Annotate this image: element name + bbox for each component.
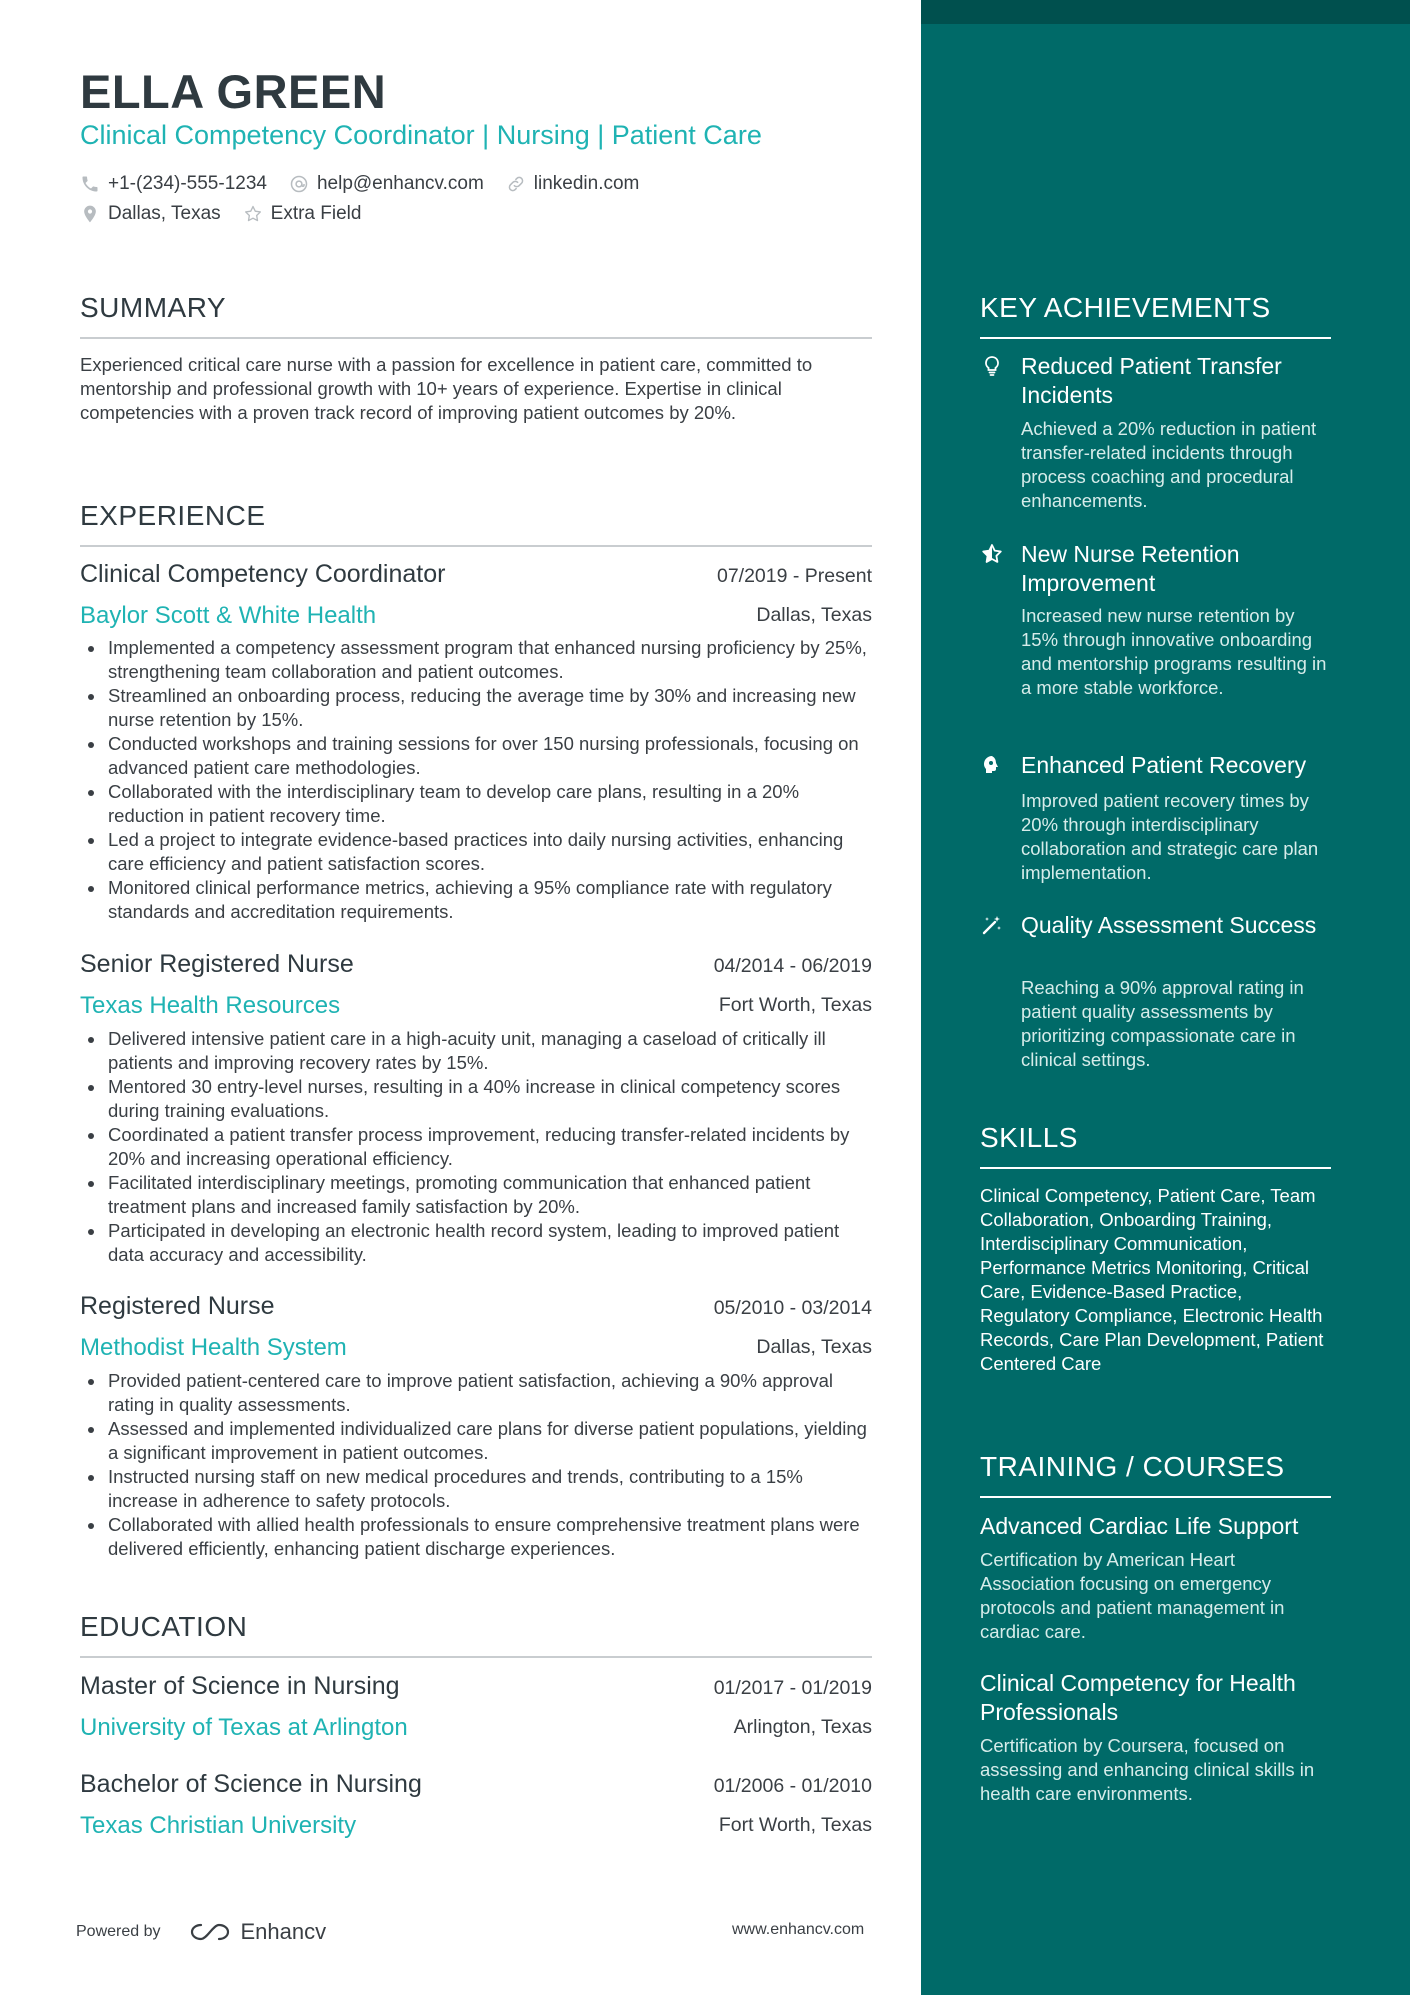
footer-powered-by bbox=[76, 1919, 326, 1945]
location-text: Dallas, Texas bbox=[108, 203, 221, 224]
contact-email[interactable] bbox=[289, 173, 484, 195]
job-dates: 04/2014 - 06/2019 bbox=[713, 955, 872, 977]
bullet-item: Mentored 30 entry-level nurses, resulting in a 40% increase in clinical competency scores during training evaluations. bbox=[80, 1075, 872, 1123]
job-location: Fort Worth, Texas bbox=[718, 994, 872, 1016]
bullet-item: Provided patient-centered care to improve patient satisfaction, achieving a 90% approval rating in quality assessments. bbox=[80, 1369, 872, 1417]
course-title: Advanced Cardiac Life Support bbox=[980, 1513, 1299, 1539]
job-title: Senior Registered Nurse bbox=[80, 950, 354, 978]
footer-url[interactable]: www.enhancv.com bbox=[732, 1921, 865, 1938]
contact-phone[interactable] bbox=[80, 173, 267, 195]
experience-divider bbox=[80, 545, 872, 547]
course-description: Certification by Coursera, focused on assessing and enhancing clinical skills in health care environments. bbox=[980, 1735, 1315, 1804]
job-bullets bbox=[80, 636, 872, 924]
contact-linkedin[interactable] bbox=[506, 173, 640, 195]
education-location: Fort Worth, Texas bbox=[718, 1814, 872, 1836]
company-name: Texas Health Resources bbox=[80, 992, 341, 1019]
bullet-item: Streamlined an onboarding process, reducing the average time by 30% and increasing new nurse retention by 15%. bbox=[80, 684, 872, 732]
education-dates: 01/2006 - 01/2010 bbox=[713, 1775, 872, 1797]
contact-location bbox=[80, 203, 221, 225]
summary-heading: SUMMARY bbox=[80, 292, 227, 323]
star-half-icon bbox=[980, 542, 1004, 566]
enhancv-logo[interactable] bbox=[187, 1919, 327, 1945]
bullet-item: Conducted workshops and training sessions for over 150 nursing professionals, focusing on advanced patient care methodologies. bbox=[80, 732, 872, 780]
school-name: Texas Christian University bbox=[80, 1812, 357, 1839]
education-heading: EDUCATION bbox=[80, 1611, 248, 1642]
sidebar-top-band bbox=[921, 0, 1410, 24]
achievement-title: Reduced Patient Transfer Incidents bbox=[1021, 353, 1282, 408]
company-name: Methodist Health System bbox=[80, 1334, 347, 1361]
summary-text: Experienced critical care nurse with a passion for excellence in patient care, committed to mentorship and professional growth with 10+ years of experience. Expertise in clinical competencies with a proven track record of improving patient outcomes by 20%. bbox=[80, 354, 813, 423]
phone-text: +1-(234)-555-1234 bbox=[108, 173, 267, 194]
training-divider bbox=[980, 1496, 1331, 1498]
bullet-item: Collaborated with allied health professionals to ensure comprehensive treatment plans were delivered efficiently, enhancing patient discharge experiences. bbox=[80, 1513, 872, 1561]
course-description: Certification by American Heart Association focusing on emergency protocols and patient management in cardiac care. bbox=[980, 1549, 1285, 1642]
training-heading: TRAINING / COURSES bbox=[980, 1451, 1285, 1482]
linkedin-text: linkedin.com bbox=[533, 173, 640, 194]
enhancv-brand-text: Enhancv bbox=[240, 1919, 327, 1944]
job-title: Registered Nurse bbox=[80, 1292, 275, 1320]
achievement-title: Enhanced Patient Recovery bbox=[1021, 752, 1307, 778]
bullet-item: Monitored clinical performance metrics, achieving a 95% compliance rate with regulatory standards and accreditation requirements. bbox=[80, 876, 872, 924]
candidate-headline: Clinical Competency Coordinator | Nursing | Patient Care bbox=[80, 120, 762, 150]
achievements-heading: KEY ACHIEVEMENTS bbox=[980, 292, 1271, 323]
contact-extra bbox=[243, 203, 362, 225]
lightbulb-icon bbox=[980, 354, 1004, 378]
achievement-description: Improved patient recovery times by 20% through interdisciplinary collaboration and strategic care plan implementation. bbox=[1021, 790, 1319, 883]
powered-by-text: Powered by bbox=[76, 1923, 161, 1940]
education-divider bbox=[80, 1656, 872, 1658]
candidate-name: ELLA GREEN bbox=[80, 65, 387, 118]
experience-heading: EXPERIENCE bbox=[80, 500, 266, 531]
enhancv-logo-icon bbox=[187, 1921, 233, 1943]
education-dates: 01/2017 - 01/2019 bbox=[713, 1677, 872, 1699]
sidebar bbox=[921, 0, 1410, 1995]
school-name: University of Texas at Arlington bbox=[80, 1714, 408, 1741]
job-title: Clinical Competency Coordinator bbox=[80, 560, 446, 588]
phone-icon bbox=[80, 174, 100, 194]
achievement-title: Quality Assessment Success bbox=[1021, 912, 1317, 938]
company-name: Baylor Scott & White Health bbox=[80, 602, 377, 629]
magic-wand-icon bbox=[980, 913, 1004, 937]
skills-divider bbox=[980, 1167, 1331, 1169]
bullet-item: Instructed nursing staff on new medical procedures and trends, contributing to a 15% increase in adherence to safety protocols. bbox=[80, 1465, 872, 1513]
summary-divider bbox=[80, 337, 872, 339]
at-icon bbox=[289, 174, 309, 194]
bullet-item: Collaborated with the interdisciplinary team to develop care plans, resulting in a 20% reduction in patient recovery time. bbox=[80, 780, 872, 828]
job-location: Dallas, Texas bbox=[756, 1336, 872, 1358]
job-dates: 05/2010 - 03/2014 bbox=[713, 1297, 872, 1319]
bullet-item: Coordinated a patient transfer process improvement, reducing transfer-related incidents by 20% and increasing operational efficiency. bbox=[80, 1123, 872, 1171]
job-bullets bbox=[80, 1027, 872, 1267]
email-text: help@enhancv.com bbox=[316, 173, 484, 194]
contact-row-1 bbox=[80, 173, 661, 195]
brain-icon bbox=[980, 753, 1004, 777]
achievements-divider bbox=[980, 337, 1331, 339]
job-bullets bbox=[80, 1369, 872, 1561]
education-location: Arlington, Texas bbox=[733, 1716, 872, 1738]
star-icon bbox=[243, 204, 263, 224]
map-pin-icon bbox=[80, 204, 100, 224]
skills-text: Clinical Competency, Patient Care, Team Collaboration, Onboarding Training, Interdisciplinary Communication, Performance Metrics Monitoring, Critical Care, Evidence-Based Practice, Regulatory Compliance, Electronic Health Records, Care Plan Development, Patient Centered Care bbox=[980, 1185, 1324, 1374]
degree-title: Bachelor of Science in Nursing bbox=[80, 1770, 422, 1798]
bullet-item: Facilitated interdisciplinary meetings, promoting communication that enhanced patient treatment plans and increased family satisfaction by 20%. bbox=[80, 1171, 872, 1219]
link-icon bbox=[506, 174, 526, 194]
job-dates: 07/2019 - Present bbox=[716, 565, 872, 587]
achievement-description: Reaching a 90% approval rating in patient quality assessments by prioritizing compassionate care in clinical settings. bbox=[1021, 977, 1304, 1070]
extra-field-text: Extra Field bbox=[270, 203, 362, 224]
achievement-title: New Nurse Retention Improvement bbox=[1021, 541, 1240, 596]
skills-heading: SKILLS bbox=[980, 1122, 1078, 1153]
bullet-item: Participated in developing an electronic health record system, leading to improved patient data accuracy and accessibility. bbox=[80, 1219, 872, 1267]
bullet-item: Implemented a competency assessment program that enhanced nursing proficiency by 25%, strengthening team collaboration and patient outcomes. bbox=[80, 636, 872, 684]
bullet-item: Led a project to integrate evidence-based practices into daily nursing activities, enhancing care efficiency and patient satisfaction scores. bbox=[80, 828, 872, 876]
job-location: Dallas, Texas bbox=[756, 604, 872, 626]
course-title: Clinical Competency for Health Professionals bbox=[980, 1670, 1296, 1725]
achievement-description: Increased new nurse retention by 15% through innovative onboarding and mentorship programs resulting in a more stable workforce. bbox=[1021, 605, 1327, 698]
achievement-description: Achieved a 20% reduction in patient transfer-related incidents through process coaching and procedural enhancements. bbox=[1021, 418, 1317, 511]
degree-title: Master of Science in Nursing bbox=[80, 1672, 400, 1700]
contact-row-2 bbox=[80, 203, 383, 225]
bullet-item: Assessed and implemented individualized care plans for diverse patient populations, yielding a significant improvement in patient outcomes. bbox=[80, 1417, 872, 1465]
bullet-item: Delivered intensive patient care in a high-acuity unit, managing a caseload of critically ill patients and improving recovery rates by 15%. bbox=[80, 1027, 872, 1075]
